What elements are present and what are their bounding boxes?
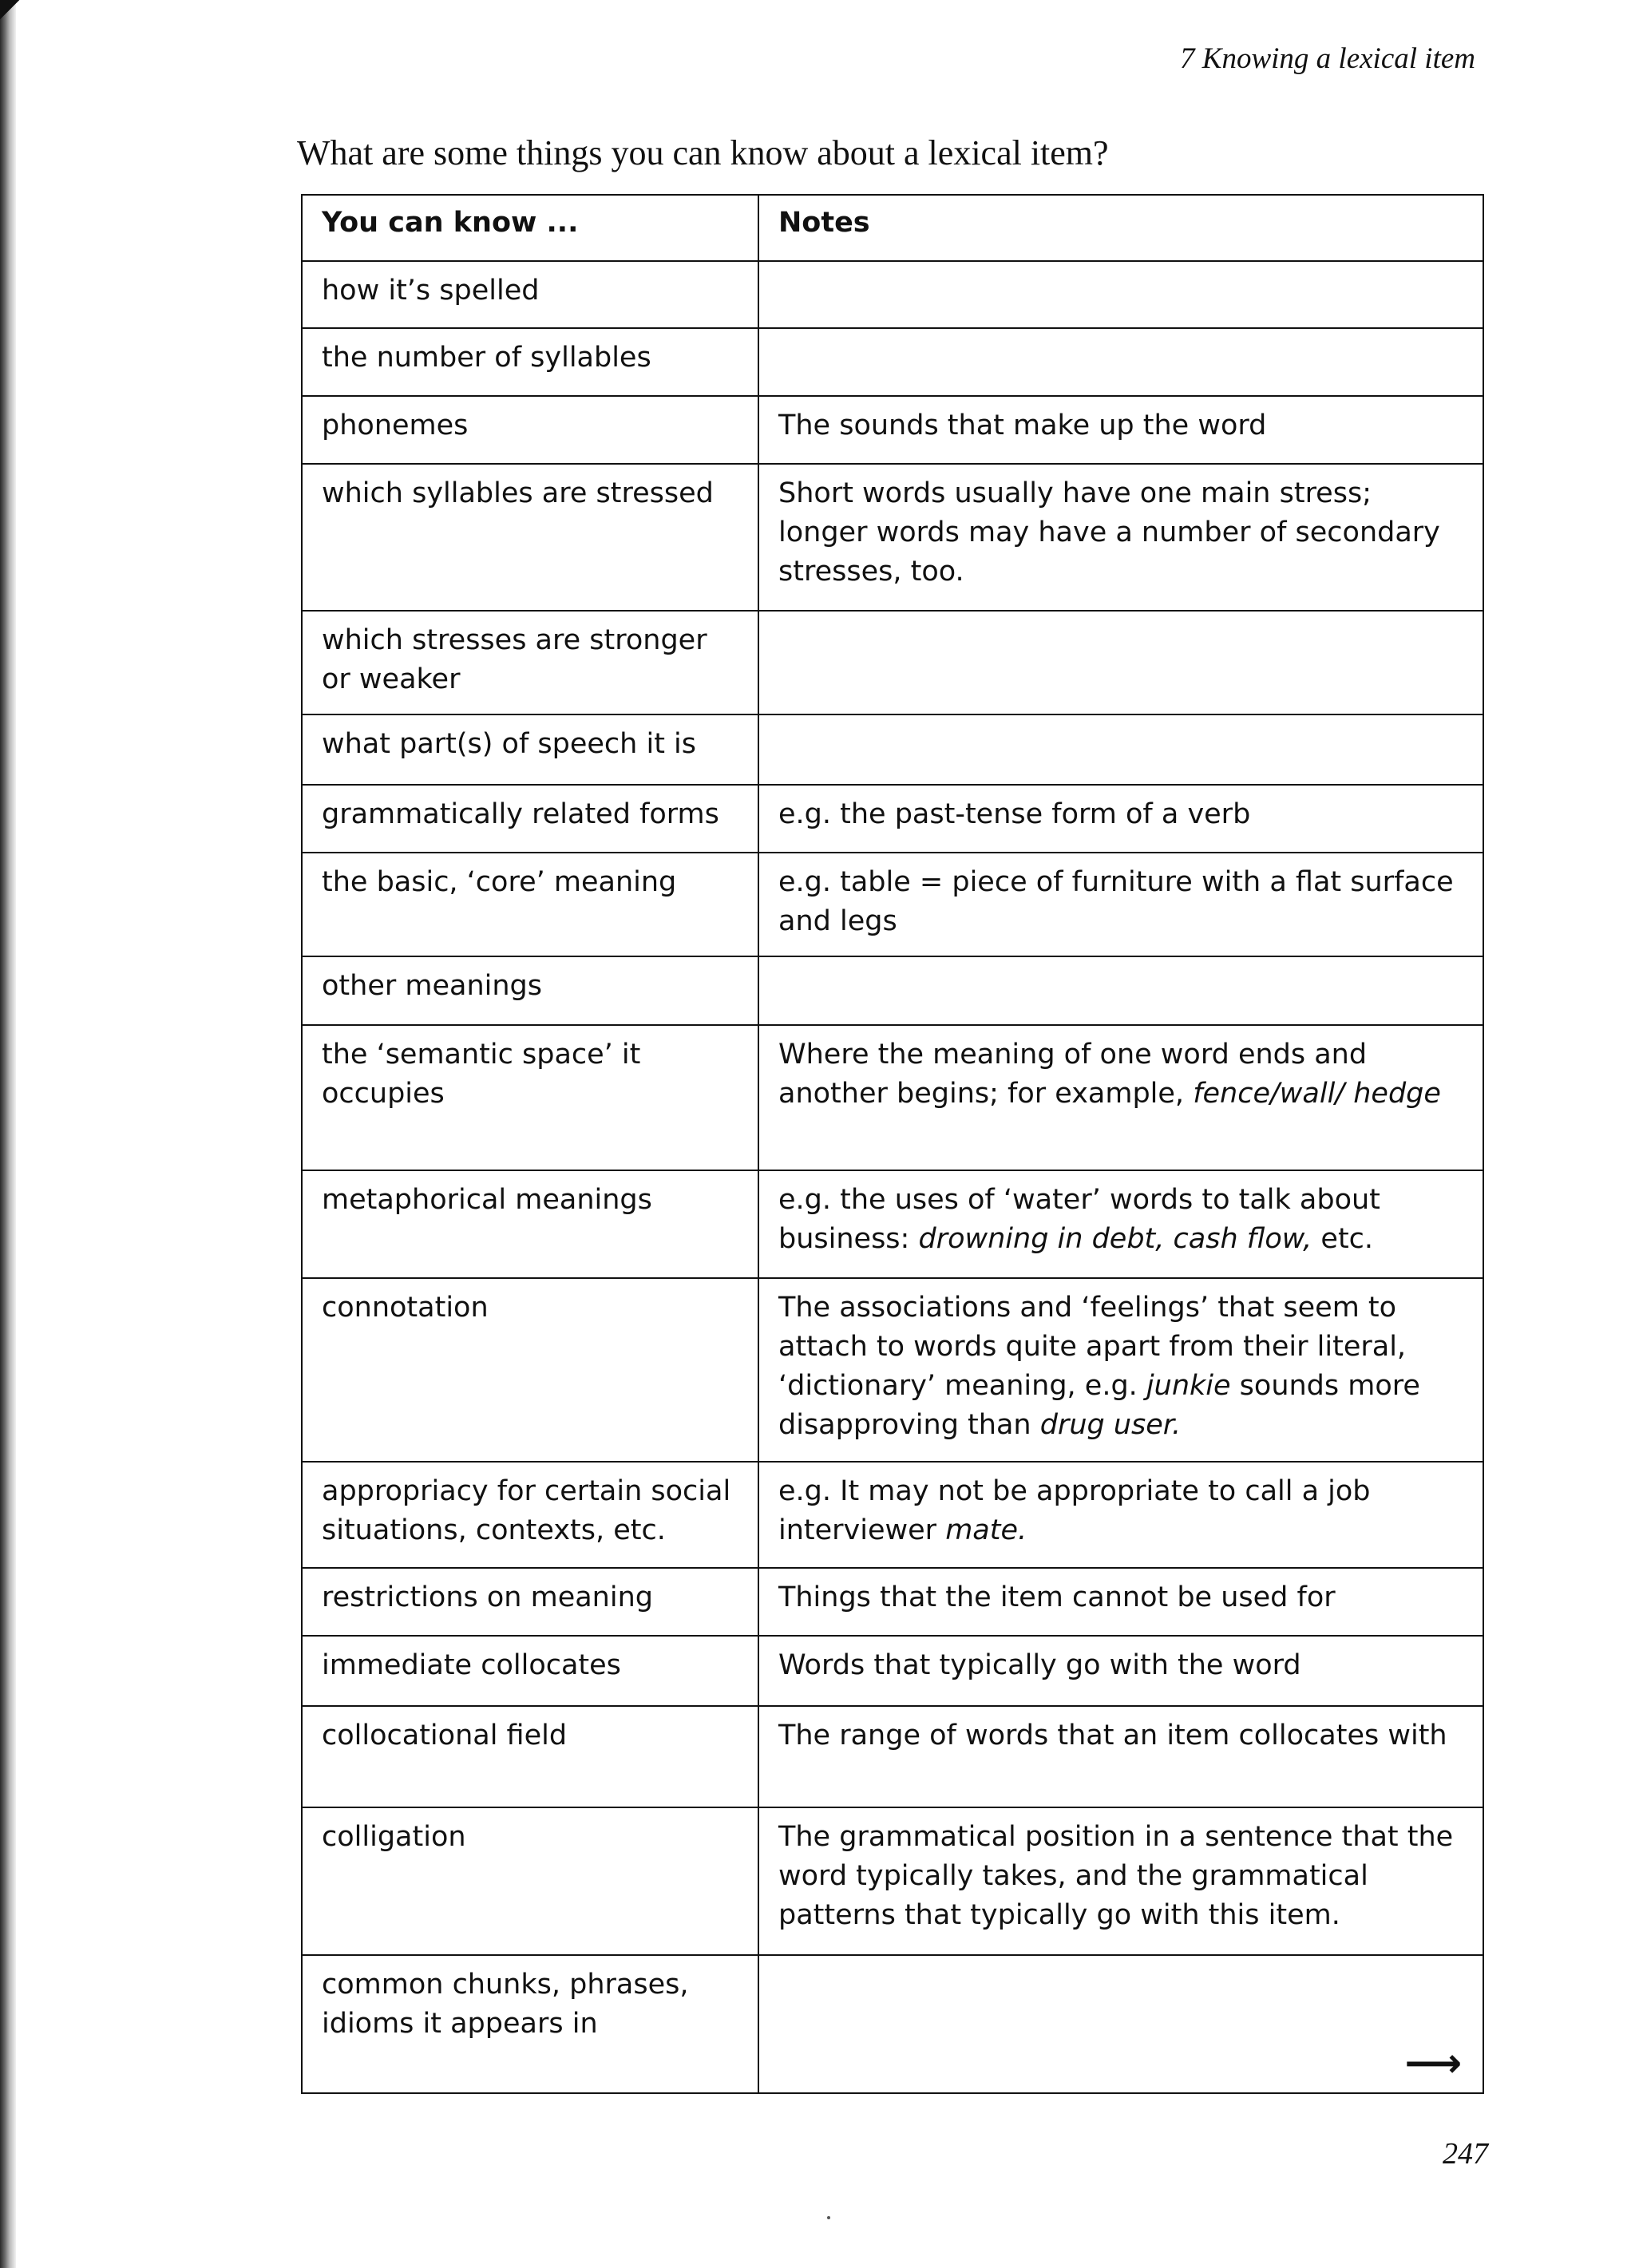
notes-cell: The range of words that an item collocates with [758,1706,1483,1807]
know-cell: connotation [302,1278,758,1462]
header-notes: Notes [758,195,1483,261]
table-row [302,396,1483,464]
notes-text: etc. [1312,1223,1374,1255]
notes-text: e.g. It may not be appropriate to call a job interviewer [778,1475,1371,1546]
know-cell: how it’s spelled [302,261,758,328]
know-cell: grammatically related forms [302,785,758,853]
notes-cell: e.g. table = piece of furniture with a flat surface and legs [758,853,1483,956]
table-row [302,1706,1483,1807]
know-cell: restrictions on meaning [302,1568,758,1636]
lexical-item-table [301,194,1484,2094]
know-cell: which syllables are stressed [302,464,758,611]
notes-cell: Words that typically go with the word [758,1636,1483,1706]
notes-cell: The grammatical position in a sentence that the word typically takes, and the grammatical patterns that typically go with this item. [758,1807,1483,1955]
notes-text: e.g. the uses of ‘water’ words to talk about business: [778,1184,1380,1255]
know-cell: collocational field [302,1706,758,1807]
table-row [302,956,1483,1025]
know-cell: what part(s) of speech it is [302,714,758,785]
table-row [302,1807,1483,1955]
notes-text: The associations and ‘feelings’ that seem to attach to words quite apart from their literal, ‘dictionary’ meaning, e.g. [778,1292,1407,1402]
notes-cell [758,261,1483,328]
right-arrow-icon: ⟶ [1404,2040,1462,2086]
table-row [302,611,1483,714]
page-number: 247 [1443,2137,1488,2171]
know-cell: the number of syllables [302,328,758,396]
notes-cell [758,714,1483,785]
table-row [302,1955,1483,2093]
notes-example: fence/wall/ hedge [1193,1078,1441,1110]
table-row [302,261,1483,328]
notes-cell [758,611,1483,714]
notes-cell [758,1278,1483,1462]
table-row [302,1568,1483,1636]
notes-text: Where the meaning of one word ends and another begins; for example, [778,1039,1368,1110]
table-row [302,464,1483,611]
notes-cell [758,328,1483,396]
notes-cell: e.g. the past-tense form of a verb [758,785,1483,853]
table-row [302,1462,1483,1568]
header-you-can-know: You can know ... [302,195,758,261]
page-corner-shadow [0,0,27,21]
notes-cell: The sounds that make up the word [758,396,1483,464]
notes-cell [758,956,1483,1025]
table-row [302,1636,1483,1706]
notes-cell: Things that the item cannot be used for [758,1568,1483,1636]
table-row [302,1170,1483,1278]
notes-example: junkie [1146,1370,1231,1402]
table-row [302,853,1483,956]
question-heading: What are some things you can know about a lexical item? [297,133,1109,172]
table-row [302,1025,1483,1170]
know-cell: metaphorical meanings [302,1170,758,1278]
scan-speck [827,2216,830,2219]
table-row [302,328,1483,396]
notes-cell [758,1170,1483,1278]
book-spine-shadow [0,0,16,2268]
notes-cell [758,1025,1483,1170]
know-cell: which stresses are stronger or weaker [302,611,758,714]
notes-cell [758,1955,1483,2093]
table-row [302,785,1483,853]
notes-cell [758,1462,1483,1568]
know-cell: common chunks, phrases, idioms it appears in [302,1955,758,2093]
know-cell: the ‘semantic space’ it occupies [302,1025,758,1170]
know-cell: colligation [302,1807,758,1955]
know-cell: appropriacy for certain social situations, contexts, etc. [302,1462,758,1568]
know-cell: the basic, ‘core’ meaning [302,853,758,956]
table-row [302,714,1483,785]
notes-example: drowning in debt, cash flow, [918,1223,1312,1255]
notes-text: sounds more disapproving than [778,1370,1420,1441]
table-row [302,1278,1483,1462]
table-header-row [302,195,1483,261]
know-cell: immediate collocates [302,1636,758,1706]
notes-cell: Short words usually have one main stress; longer words may have a number of secondary stresses, too. [758,464,1483,611]
running-head: 7 Knowing a lexical item [1180,42,1475,75]
know-cell: other meanings [302,956,758,1025]
notes-example: mate. [945,1514,1027,1546]
notes-example: drug user. [1039,1409,1182,1441]
know-cell: phonemes [302,396,758,464]
